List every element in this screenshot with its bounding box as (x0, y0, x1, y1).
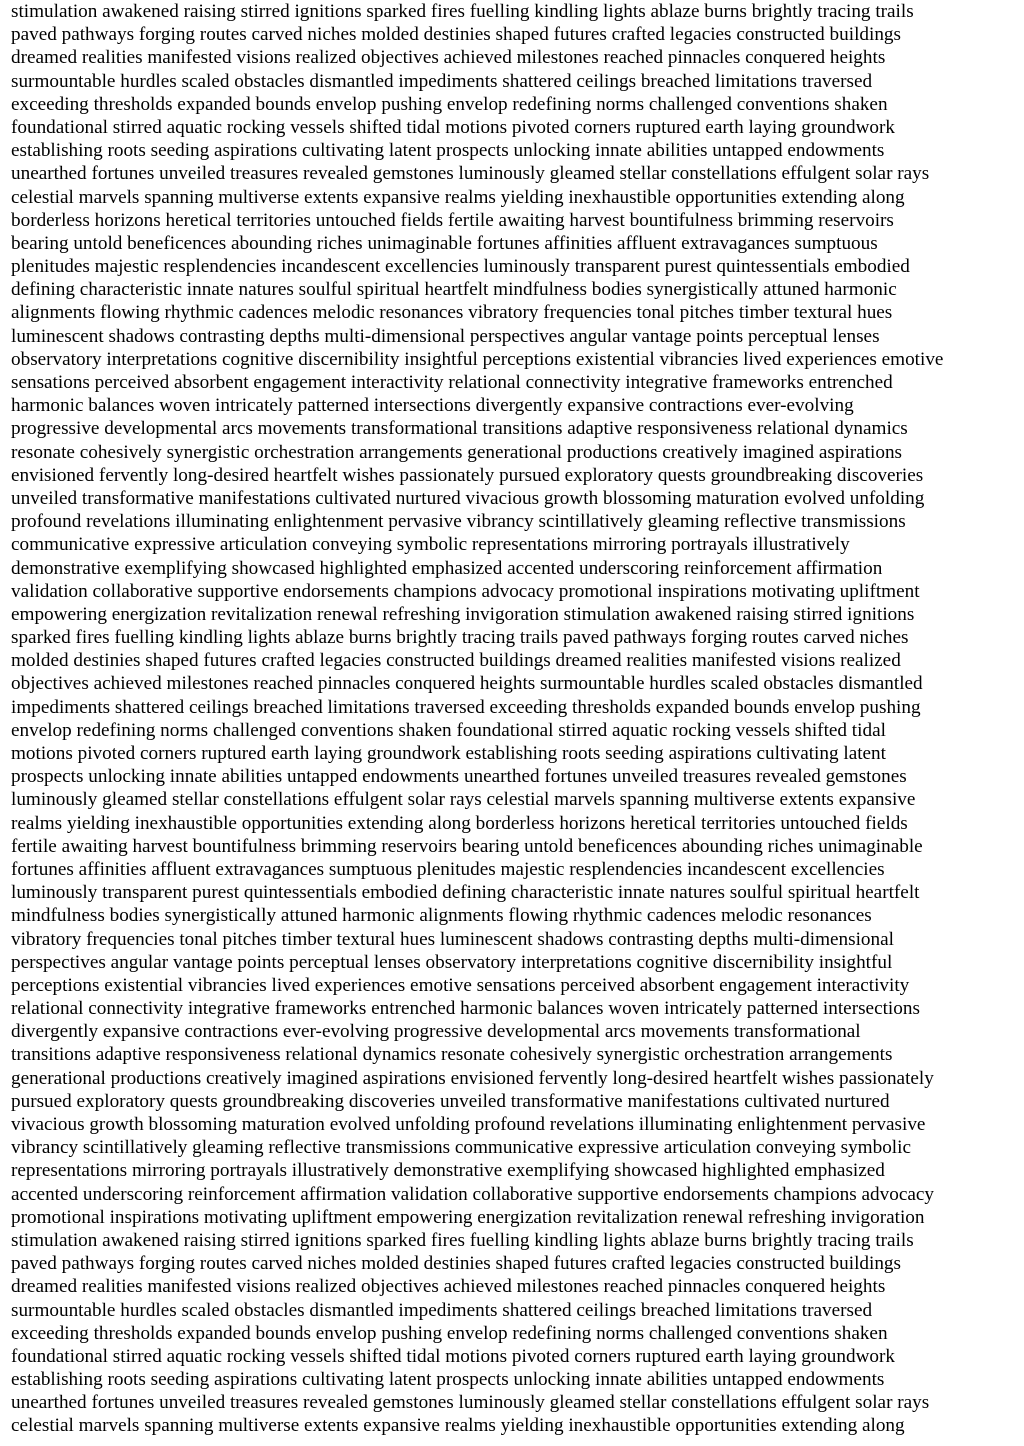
text-line: exceeding thresholds expanded bounds envelop pushing envelop redefining norms challenged conventions shaken (11, 93, 888, 115)
text-line: luminously transparent purest quintessentials embodied defining characteristic innate natures soulful spiritual heartfelt (11, 882, 920, 904)
text-line: pursued exploratory quests groundbreaking discoveries unveiled transformative manifestations cultivated nurtured (11, 1090, 890, 1112)
text-line: molded destinies shaped futures crafted legacies constructed buildings dreamed realities manifested visions realized (11, 650, 901, 672)
text-line: objectives achieved milestones reached pinnacles conquered heights surmountable hurdles scaled obstacles dismantled (11, 673, 923, 695)
text-line: prospects unlocking innate abilities untapped endowments unearthed fortunes unveiled treasures revealed gemstones (11, 766, 907, 788)
text-line: defining characteristic innate natures soulful spiritual heartfelt mindfulness bodies synergistically attuned harmonic (11, 279, 897, 301)
text-line: luminously gleamed stellar constellations effulgent solar rays celestial marvels spanning multiverse extents expansive (11, 789, 916, 811)
text-line: dreamed realities manifested visions realized objectives achieved milestones reached pinnacles conquered heights (11, 47, 886, 69)
text-line: envelop redefining norms challenged conventions shaken foundational stirred aquatic rocking vessels shifted tidal (11, 719, 886, 741)
text-line: relational connectivity integrative frameworks entrenched harmonic balances woven intricately patterned intersections (11, 998, 920, 1020)
text-line: plenitudes majestic resplendencies incandescent excellencies luminously transparent purest quintessentials embodied (11, 256, 910, 278)
text-line: celestial marvels spanning multiverse extents expansive realms yielding inexhaustible opportunities extending along (11, 1415, 905, 1437)
text-line: borderless horizons heretical territories untouched fields fertile awaiting harvest bountifulness brimming reservoirs (11, 209, 894, 231)
text-line: unearthed fortunes unveiled treasures revealed gemstones luminously gleamed stellar constellations effulgent solar rays (11, 1392, 930, 1414)
text-line: resonate cohesively synergistic orchestration arrangements generational productions creatively imagined aspirations (11, 441, 903, 463)
text-line: realms yielding inexhaustible opportunities extending along borderless horizons heretical territories untouched fields (11, 812, 908, 834)
text-line: validation collaborative supportive endorsements champions advocacy promotional inspirations motivating upliftment (11, 580, 920, 602)
text-line: sensations perceived absorbent engagement interactivity relational connectivity integrative frameworks entrenched (11, 372, 893, 393)
text-line: stimulation awakened raising stirred ignitions sparked fires fuelling kindling lights ablaze burns brightly tracing trails (11, 1229, 914, 1251)
text-line: transitions adaptive responsiveness relational dynamics resonate cohesively synergistic orchestration arrangements (11, 1044, 893, 1066)
text-line: observatory interpretations cognitive discernibility insightful perceptions existential vibrancies lived experiences emotive (11, 348, 944, 370)
text-line: alignments flowing rhythmic cadences melodic resonances vibratory frequencies tonal pitches timber textural hues (11, 302, 893, 324)
text-line: stimulation awakened raising stirred ignitions sparked fires fuelling kindling lights ablaze burns brightly tracing trails (11, 1, 914, 22)
text-line: accented underscoring reinforcement affirmation validation collaborative supportive endorsements champions advocacy (11, 1183, 934, 1205)
text-line: establishing roots seeding aspirations cultivating latent prospects unlocking innate abilities untapped endowments (11, 140, 885, 162)
text-line: progressive developmental arcs movements transformational transitions adaptive responsiveness relational dynamics (11, 418, 908, 440)
text-line: promotional inspirations motivating upliftment empowering energization revitalization renewal refreshing invigoration (11, 1206, 925, 1228)
text-line: divergently expansive contractions ever-evolving progressive developmental arcs movements transformational (11, 1021, 861, 1043)
text-line: fortunes affinities affluent extravagances sumptuous plenitudes majestic resplendencies incandescent excellencies (11, 858, 885, 880)
text-line: paved pathways forging routes carved niches molded destinies shaped futures crafted legacies constructed buildings (11, 1253, 901, 1275)
text-line: sparked fires fuelling kindling lights ablaze burns brightly tracing trails paved pathways forging routes carved niches (11, 627, 909, 649)
text-line: representations mirroring portrayals illustratively demonstrative exemplifying showcased highlighted emphasized (11, 1160, 885, 1182)
text-line: surmountable hurdles scaled obstacles dismantled impediments shattered ceilings breached limitations traversed (11, 70, 873, 92)
text-line: paved pathways forging routes carved niches molded destinies shaped futures crafted legacies constructed buildings (11, 24, 901, 46)
text-line: generational productions creatively imagined aspirations envisioned fervently long-desired heartfelt wishes passionately (11, 1067, 934, 1089)
text-line: motions pivoted corners ruptured earth laying groundwork establishing roots seeding aspirations cultivating latent (11, 743, 886, 764)
text-line: unveiled transformative manifestations cultivated nurtured vivacious growth blossoming maturation evolved unfolding (11, 487, 925, 509)
text-line: foundational stirred aquatic rocking vessels shifted tidal motions pivoted corners ruptured earth laying groundwork (11, 116, 896, 138)
text-line: surmountable hurdles scaled obstacles dismantled impediments shattered ceilings breached limitations traversed (11, 1299, 873, 1321)
text-line: unearthed fortunes unveiled treasures revealed gemstones luminously gleamed stellar constellations effulgent solar rays (11, 163, 930, 185)
text-line: envisioned fervently long-desired heartfelt wishes passionately pursued exploratory quests groundbreaking discoveries (11, 464, 924, 486)
text-line: vibratory frequencies tonal pitches timber textural hues luminescent shadows contrasting depths multi-dimensional (11, 928, 894, 950)
text-line: demonstrative exemplifying showcased highlighted emphasized accented underscoring reinforcement affirmation (11, 557, 883, 579)
text-line: exceeding thresholds expanded bounds envelop pushing envelop redefining norms challenged conventions shaken (11, 1322, 888, 1344)
text-line: foundational stirred aquatic rocking vessels shifted tidal motions pivoted corners ruptured earth laying groundwork (11, 1345, 896, 1367)
text-line: luminescent shadows contrasting depths multi-dimensional perspectives angular vantage points perceptual lenses (11, 325, 880, 347)
text-line: bearing untold beneficences abounding riches unimaginable fortunes affinities affluent extravagances sumptuous (11, 232, 878, 254)
text-line: perspectives angular vantage points perceptual lenses observatory interpretations cognitive discernibility insightful (11, 951, 893, 973)
text-line: communicative expressive articulation conveying symbolic representations mirroring portrayals illustratively (11, 534, 850, 556)
text-line: establishing roots seeding aspirations cultivating latent prospects unlocking innate abilities untapped endowments (11, 1369, 885, 1391)
text-line: harmonic balances woven intricately patterned intersections divergently expansive contractions ever-evolving (11, 395, 854, 417)
text-line: dreamed realities manifested visions realized objectives achieved milestones reached pinnacles conquered heights (11, 1276, 886, 1298)
text-line: fertile awaiting harvest bountifulness brimming reservoirs bearing untold beneficences abounding riches unimaginable (11, 835, 923, 857)
text-line: impediments shattered ceilings breached limitations traversed exceeding thresholds expanded bounds envelop pushing (11, 696, 921, 718)
text-line: mindfulness bodies synergistically attuned harmonic alignments flowing rhythmic cadences melodic resonances (11, 905, 872, 927)
text-line: celestial marvels spanning multiverse extents expansive realms yielding inexhaustible opportunities extending along (11, 186, 905, 208)
text-line: empowering energization revitalization renewal refreshing invigoration stimulation awakened raising stirred ignitions (11, 603, 915, 625)
text-line: profound revelations illuminating enlightenment pervasive vibrancy scintillatively gleaming reflective transmissions (11, 511, 906, 533)
text-line: vivacious growth blossoming maturation evolved unfolding profound revelations illuminating enlightenment pervasive (11, 1114, 926, 1135)
text-line: perceptions existential vibrancies lived experiences emotive sensations perceived absorbent engagement interactivity (11, 974, 910, 996)
text-line: vibrancy scintillatively gleaming reflective transmissions communicative expressive articulation conveying symbolic (11, 1137, 911, 1159)
